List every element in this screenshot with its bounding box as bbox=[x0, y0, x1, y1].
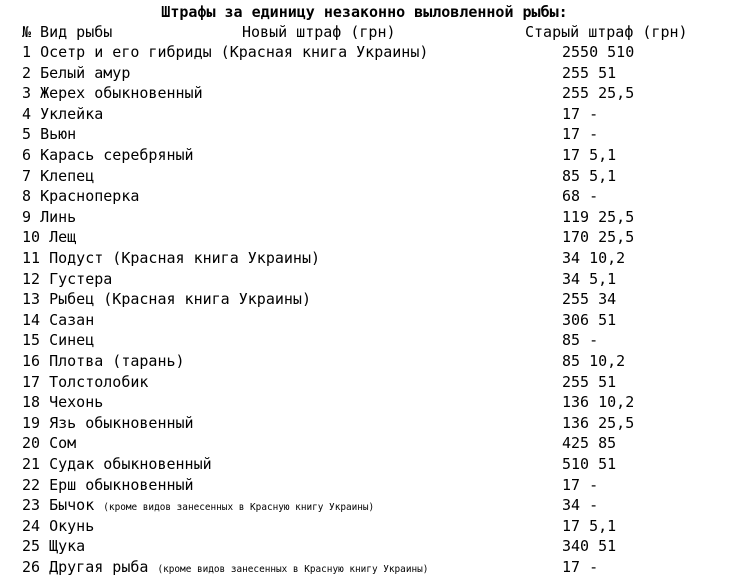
fine-values: 85 - bbox=[562, 331, 599, 350]
row-number: 6 bbox=[22, 146, 32, 164]
table-row bbox=[0, 495, 729, 515]
table-row bbox=[0, 186, 729, 206]
fish-entry bbox=[22, 475, 194, 495]
table-row bbox=[0, 454, 729, 474]
fine-values: 17 - bbox=[562, 558, 599, 576]
fish-entry bbox=[22, 227, 76, 247]
fish-name: Лещ bbox=[49, 228, 77, 247]
fish-name: Бычок bbox=[49, 496, 95, 515]
header-new-fine: Новый штраф (грн) bbox=[242, 23, 396, 41]
fish-entry bbox=[22, 186, 139, 206]
header-number-species: № Вид рыбы bbox=[22, 23, 113, 41]
table-row bbox=[0, 166, 729, 186]
row-number: 13 bbox=[22, 290, 41, 309]
fish-entry bbox=[22, 248, 320, 268]
fine-values: 34 5,1 bbox=[562, 269, 617, 288]
fish-entry bbox=[22, 63, 130, 83]
row-number: 26 bbox=[22, 558, 41, 576]
fish-entry bbox=[22, 289, 311, 309]
fish-entry bbox=[22, 351, 185, 371]
fish-entry bbox=[22, 536, 85, 556]
fish-name: Другая рыба bbox=[49, 558, 149, 576]
row-number: 3 bbox=[22, 84, 32, 103]
row-number: 5 bbox=[22, 125, 32, 144]
fish-name: Белый амур bbox=[40, 63, 131, 82]
fish-note: (кроме видов занесенных в Красную книгу Украины) bbox=[157, 564, 429, 575]
row-number: 2 bbox=[22, 63, 32, 82]
document-title: Штрафы за единицу незаконно выловленной рыбы: bbox=[161, 3, 568, 21]
row-number: 15 bbox=[22, 331, 41, 350]
fish-name: Рыбец (Красная книга Украины) bbox=[49, 290, 311, 309]
fine-values: 255 51 bbox=[562, 63, 617, 82]
table-row bbox=[0, 124, 729, 144]
row-number: 19 bbox=[22, 413, 41, 432]
fish-entry bbox=[22, 392, 103, 412]
fish-name: Сом bbox=[49, 434, 77, 453]
fish-name: Подуст (Красная книга Украины) bbox=[49, 249, 321, 267]
fish-name: Карась серебряный bbox=[40, 146, 194, 164]
table-row bbox=[0, 536, 729, 556]
fish-entry bbox=[22, 83, 203, 103]
fine-values: 17 5,1 bbox=[562, 146, 617, 164]
fish-entry bbox=[22, 495, 374, 518]
fish-note: (кроме видов занесенных в Красную книгу Украины) bbox=[103, 502, 375, 514]
fine-values: 17 - bbox=[562, 125, 599, 144]
fine-values: 119 25,5 bbox=[562, 207, 635, 226]
fish-name: Клепец bbox=[40, 166, 95, 185]
row-number: 4 bbox=[22, 104, 32, 123]
header-old-fine: Старый штраф (грн) bbox=[525, 23, 688, 41]
fish-name: Чехонь bbox=[49, 393, 104, 412]
row-number: 1 bbox=[22, 43, 32, 61]
fine-values: 85 5,1 bbox=[562, 166, 617, 185]
fine-values: 136 25,5 bbox=[562, 413, 635, 432]
row-number: 21 bbox=[22, 455, 41, 473]
row-number: 16 bbox=[22, 352, 41, 370]
table-row bbox=[0, 392, 729, 412]
table-row bbox=[0, 207, 729, 227]
fish-name: Синец bbox=[49, 331, 95, 350]
row-number: 23 bbox=[22, 496, 41, 515]
fish-entry bbox=[22, 104, 103, 124]
fine-values: 17 - bbox=[562, 104, 599, 123]
fish-name: Язь обыкновенный bbox=[49, 413, 194, 432]
fine-values: 34 - bbox=[562, 496, 599, 515]
fine-values: 2550 510 bbox=[562, 43, 635, 61]
table-row bbox=[0, 475, 729, 495]
table-row bbox=[0, 269, 729, 289]
table-row bbox=[0, 248, 729, 268]
table-row bbox=[0, 516, 729, 536]
fish-name: Ерш обыкновенный bbox=[49, 475, 194, 494]
fine-values: 306 51 bbox=[562, 310, 617, 329]
fine-values: 510 51 bbox=[562, 455, 617, 473]
table-row bbox=[0, 351, 729, 371]
fish-entry bbox=[22, 433, 76, 453]
fish-name: Жерех обыкновенный bbox=[40, 84, 203, 103]
table-row bbox=[0, 289, 729, 309]
row-number: 10 bbox=[22, 228, 41, 247]
fine-values: 85 10,2 bbox=[562, 352, 626, 370]
fine-values: 68 - bbox=[562, 187, 599, 206]
row-number: 8 bbox=[22, 187, 32, 206]
fish-entry bbox=[22, 145, 194, 165]
fish-entry bbox=[22, 207, 76, 227]
table-row bbox=[0, 227, 729, 247]
fish-name: Плотва (тарань) bbox=[49, 352, 185, 370]
table-row bbox=[0, 63, 729, 83]
table-row bbox=[0, 372, 729, 392]
row-number: 12 bbox=[22, 269, 41, 288]
fish-name: Вьюн bbox=[40, 125, 77, 144]
table-row bbox=[0, 83, 729, 103]
fish-name: Уклейка bbox=[40, 104, 104, 123]
fish-entry bbox=[22, 124, 76, 144]
row-number: 24 bbox=[22, 516, 41, 535]
table-row bbox=[0, 145, 729, 165]
fish-entry bbox=[22, 413, 194, 433]
row-number: 11 bbox=[22, 249, 41, 267]
row-number: 9 bbox=[22, 207, 32, 226]
fish-name: Красноперка bbox=[40, 187, 140, 206]
fine-values: 340 51 bbox=[562, 537, 617, 556]
row-number: 22 bbox=[22, 475, 41, 494]
fine-values: 136 10,2 bbox=[562, 393, 635, 412]
table-row bbox=[0, 433, 729, 453]
fine-values: 255 51 bbox=[562, 372, 617, 391]
fish-name: Окунь bbox=[49, 516, 95, 535]
fine-values: 255 34 bbox=[562, 290, 617, 309]
row-number: 7 bbox=[22, 166, 32, 185]
fish-entry bbox=[22, 454, 212, 474]
fish-name: Сазан bbox=[49, 310, 95, 329]
row-number: 20 bbox=[22, 434, 41, 453]
table-row bbox=[0, 104, 729, 124]
table-row bbox=[0, 42, 729, 62]
row-number: 25 bbox=[22, 537, 41, 556]
row-number: 18 bbox=[22, 393, 41, 412]
fish-entry bbox=[22, 516, 94, 536]
fine-values: 255 25,5 bbox=[562, 84, 635, 103]
fish-name: Толстолобик bbox=[49, 372, 149, 391]
fish-name: Щука bbox=[49, 537, 86, 556]
fish-entry bbox=[22, 330, 94, 350]
table-row bbox=[0, 557, 729, 577]
row-number: 17 bbox=[22, 372, 41, 391]
fine-values: 34 10,2 bbox=[562, 249, 626, 267]
fine-values: 17 - bbox=[562, 475, 599, 494]
fine-values: 17 5,1 bbox=[562, 516, 617, 535]
fish-entry bbox=[22, 557, 428, 580]
fish-entry bbox=[22, 310, 94, 330]
fish-name: Густера bbox=[49, 269, 113, 288]
fish-name: Судак обыкновенный bbox=[49, 455, 212, 473]
table-row bbox=[0, 413, 729, 433]
table-row bbox=[0, 330, 729, 350]
fish-entry bbox=[22, 42, 428, 62]
row-number: 14 bbox=[22, 310, 41, 329]
fish-name: Линь bbox=[40, 207, 77, 226]
table-row bbox=[0, 310, 729, 330]
fish-entry bbox=[22, 372, 148, 392]
fish-name: Осетр и его гибриды (Красная книга Украины) bbox=[40, 43, 429, 61]
fish-entry bbox=[22, 166, 94, 186]
fine-values: 170 25,5 bbox=[562, 228, 635, 247]
fine-values: 425 85 bbox=[562, 434, 617, 453]
fish-entry bbox=[22, 269, 112, 289]
